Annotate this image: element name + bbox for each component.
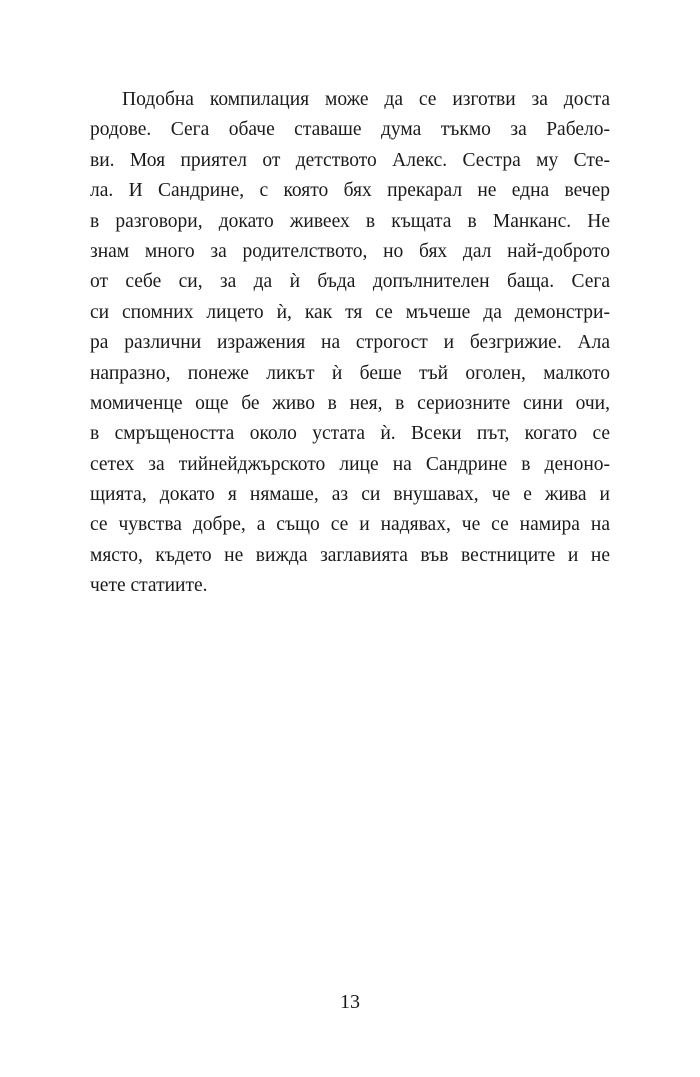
paragraph-line: ла. И Сандрине, с която бях прекарал не една вечер (90, 180, 610, 202)
paragraph-line: в смръщеността около устата ѝ. Всеки път, когато се (90, 423, 610, 445)
paragraph-line: момиченце още бе живо в нея, в сериозните сини очи, (90, 392, 610, 414)
paragraph-line: се чувства добре, а също се и надявах, че се намира на (90, 514, 610, 536)
body-paragraph (90, 85, 610, 602)
paragraph-line: място, където не вижда заглавията във вестниците и не (90, 544, 610, 566)
paragraph-line: чете статиите. (90, 575, 208, 597)
paragraph-line: си спомних лицето ѝ, как тя се мъчеше да демонстри- (90, 301, 610, 323)
paragraph-line: в разговори, докато живеех в къщата в Манканс. Не (90, 210, 610, 232)
paragraph-line: знам много за родителството, но бях дал най-доброто (90, 240, 610, 262)
paragraph-line: от себе си, за да ѝ бъда допълнителен баща. Сега (90, 271, 610, 293)
paragraph-line: ви. Моя приятел от детството Алекс. Сестра му Сте- (90, 149, 610, 171)
paragraph-line: сетех за тийнейджърското лице на Сандрине в деноно- (90, 453, 610, 475)
paragraph-line: родове. Сега обаче ставаше дума тъкмо за Рабело- (90, 119, 610, 141)
paragraph-line: щията, докато я нямаше, аз си внушавах, че е жива и (90, 484, 610, 506)
page-number: 13 (340, 991, 360, 1013)
paragraph-line: напразно, понеже ликът ѝ беше тъй оголен, малкото (90, 362, 610, 384)
paragraph-line: ра различни изражения на строгост и безгрижие. Ала (90, 332, 610, 354)
paragraph-line: Подобна компилация може да се изготви за доста (122, 89, 610, 110)
